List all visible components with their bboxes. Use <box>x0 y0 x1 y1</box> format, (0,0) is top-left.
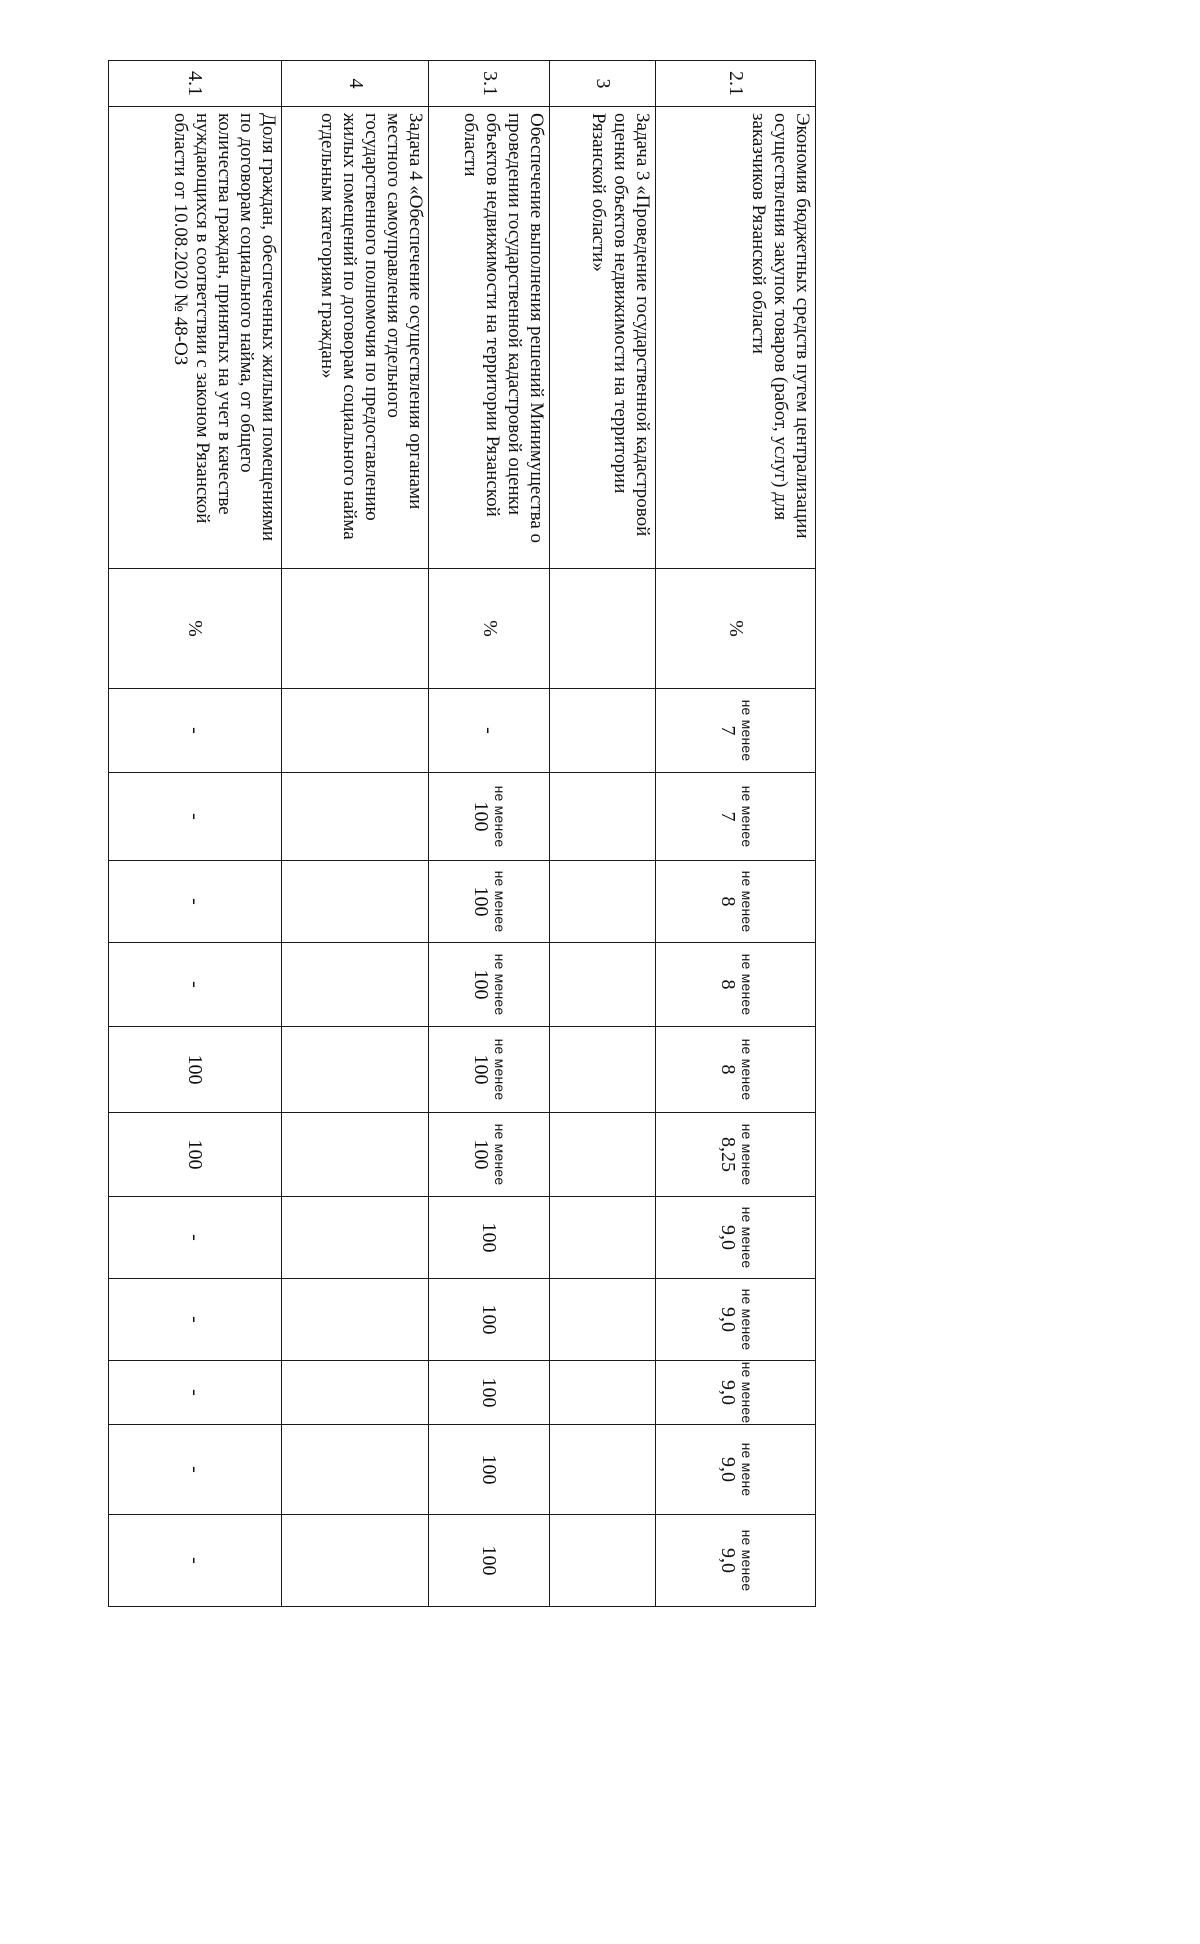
year-value-cell <box>429 1515 550 1607</box>
year-value-cell <box>550 1279 656 1361</box>
year-value-cell <box>429 1197 550 1279</box>
value-number: - <box>184 813 206 820</box>
year-value-cell <box>282 773 429 861</box>
year-value-cell <box>429 1027 550 1113</box>
year-value-cell <box>429 1279 550 1361</box>
value-prefix: не менее <box>738 1038 755 1101</box>
table-body <box>109 61 816 1607</box>
value-prefix: не менее <box>492 870 509 933</box>
value-number: - <box>184 727 206 734</box>
value-number: 9,0 <box>716 1548 739 1573</box>
year-value-cell <box>429 773 550 861</box>
indicator-description: Обеспечение выполнения решений Минимущества о проведении государственной кадастровой оценки объектов недвижимости на территории Рязанской области <box>429 107 550 569</box>
value-number: 8,25 <box>716 1137 739 1172</box>
unit-of-measure: % <box>109 569 282 689</box>
value-prefix: не менее <box>738 699 755 762</box>
indicator-description: Задача 3 «Проведение государственной кадастровой оценки объектов недвижимости на территории Рязанской области» <box>550 107 656 569</box>
value-prefix: не менее <box>738 1206 755 1269</box>
year-value-cell <box>109 1515 282 1607</box>
value-number: 100 <box>470 886 493 917</box>
value-number: - <box>184 1316 206 1323</box>
year-value-cell <box>429 689 550 773</box>
value-number: - <box>184 981 206 988</box>
value-number: 100 <box>184 1054 206 1085</box>
value-number: 8 <box>716 1064 739 1075</box>
year-value-cell <box>429 943 550 1027</box>
year-value-cell <box>429 1113 550 1197</box>
value-prefix: не менее <box>738 1529 755 1592</box>
value-number: - <box>184 1466 206 1473</box>
year-value-cell <box>550 861 656 943</box>
year-value-cell <box>656 1361 816 1425</box>
year-value-cell <box>109 689 282 773</box>
indicator-description: Доля граждан, обеспеченных жилыми помещениями по договорам социального найма, от общего количества граждан, принятых на учет в качестве нуждающихся в соответствии с законом Рязанской области от 10.08.2020 № 48-ОЗ <box>109 107 282 569</box>
value-number: 9,0 <box>716 1457 739 1482</box>
year-value-cell <box>550 943 656 1027</box>
value-prefix: не менее <box>738 1361 755 1424</box>
year-value-cell <box>282 1361 429 1425</box>
value-number: 7 <box>716 725 739 736</box>
year-value-cell <box>282 861 429 943</box>
year-value-cell <box>550 1113 656 1197</box>
value-number: - <box>184 1234 206 1241</box>
value-prefix: не менее <box>492 953 509 1016</box>
row-number: 2.1 <box>656 61 816 107</box>
year-value-cell <box>656 773 816 861</box>
year-value-cell <box>109 1361 282 1425</box>
row-number: 4 <box>282 61 429 107</box>
value-number: 100 <box>478 1304 501 1335</box>
year-value-cell <box>282 1113 429 1197</box>
value-prefix: не менее <box>738 785 755 848</box>
row-number: 3.1 <box>429 61 550 107</box>
value-number: 100 <box>470 1054 493 1085</box>
value-number: 100 <box>478 1454 501 1485</box>
year-value-cell <box>429 1361 550 1425</box>
year-value-cell <box>282 1197 429 1279</box>
value-prefix: не менее <box>492 1038 509 1101</box>
year-value-cell <box>109 943 282 1027</box>
year-value-cell <box>282 1515 429 1607</box>
year-value-cell <box>282 1027 429 1113</box>
unit-of-measure: % <box>656 569 816 689</box>
year-value-cell <box>550 1361 656 1425</box>
value-number: 100 <box>470 1139 493 1170</box>
value-number: 8 <box>716 896 739 907</box>
value-prefix: не менее <box>738 1123 755 1186</box>
value-number: 100 <box>184 1139 206 1170</box>
year-value-cell <box>550 1515 656 1607</box>
value-prefix: не менее <box>492 785 509 848</box>
rotated-table-page <box>108 60 816 1592</box>
value-number: - <box>184 1557 206 1564</box>
year-value-cell <box>656 1027 816 1113</box>
year-value-cell <box>109 1425 282 1515</box>
value-prefix: не менее <box>738 870 755 933</box>
indicators-table <box>108 60 816 1607</box>
value-number: 7 <box>716 811 739 822</box>
year-value-cell <box>550 1197 656 1279</box>
unit-of-measure <box>550 569 656 689</box>
table-row <box>429 61 550 1607</box>
value-number: 100 <box>478 1222 501 1253</box>
year-value-cell <box>656 1197 816 1279</box>
value-prefix: не мене <box>738 1442 755 1497</box>
year-value-cell <box>282 1279 429 1361</box>
year-value-cell <box>282 689 429 773</box>
table-row <box>550 61 656 1607</box>
year-value-cell <box>109 773 282 861</box>
value-number: 100 <box>478 1545 501 1576</box>
value-prefix: не менее <box>738 1288 755 1351</box>
year-value-cell <box>656 1113 816 1197</box>
indicator-description: Задача 4 «Обеспечение осуществления органами местного самоуправления отдельного государственного полномочия по предоставлению жилых помещений по договорам социального найма отдельным категориям граждан» <box>282 107 429 569</box>
table-row <box>282 61 429 1607</box>
year-value-cell <box>429 1425 550 1515</box>
value-number: 100 <box>470 801 493 832</box>
value-prefix: не менее <box>738 953 755 1016</box>
row-number: 3 <box>550 61 656 107</box>
value-number: 100 <box>478 1377 501 1408</box>
value-number: 9,0 <box>716 1380 739 1405</box>
table-row <box>656 61 816 1607</box>
year-value-cell <box>109 1113 282 1197</box>
year-value-cell <box>550 1027 656 1113</box>
year-value-cell <box>109 861 282 943</box>
year-value-cell <box>109 1027 282 1113</box>
indicator-description: Экономия бюджетных средств путем централизации осуществления закупок товаров (работ, услуг) для заказчиков Рязанской области <box>656 107 816 569</box>
year-value-cell <box>109 1197 282 1279</box>
table-row <box>109 61 282 1607</box>
year-value-cell <box>550 689 656 773</box>
year-value-cell <box>656 1515 816 1607</box>
year-value-cell <box>656 1425 816 1515</box>
unit-of-measure <box>282 569 429 689</box>
year-value-cell <box>109 1279 282 1361</box>
unit-of-measure: % <box>429 569 550 689</box>
value-number: 100 <box>470 969 493 1000</box>
year-value-cell <box>656 689 816 773</box>
year-value-cell <box>282 943 429 1027</box>
year-value-cell <box>656 1279 816 1361</box>
value-prefix: не менее <box>492 1123 509 1186</box>
value-number: - <box>184 1389 206 1396</box>
year-value-cell <box>656 861 816 943</box>
value-number: - <box>184 898 206 905</box>
year-value-cell <box>656 943 816 1027</box>
value-number: 9,0 <box>716 1307 739 1332</box>
row-number: 4.1 <box>109 61 282 107</box>
year-value-cell <box>282 1425 429 1515</box>
year-value-cell <box>550 773 656 861</box>
year-value-cell <box>550 1425 656 1515</box>
value-number: 9,0 <box>716 1225 739 1250</box>
year-value-cell <box>429 861 550 943</box>
value-number: - <box>478 727 501 734</box>
value-number: 8 <box>716 979 739 990</box>
